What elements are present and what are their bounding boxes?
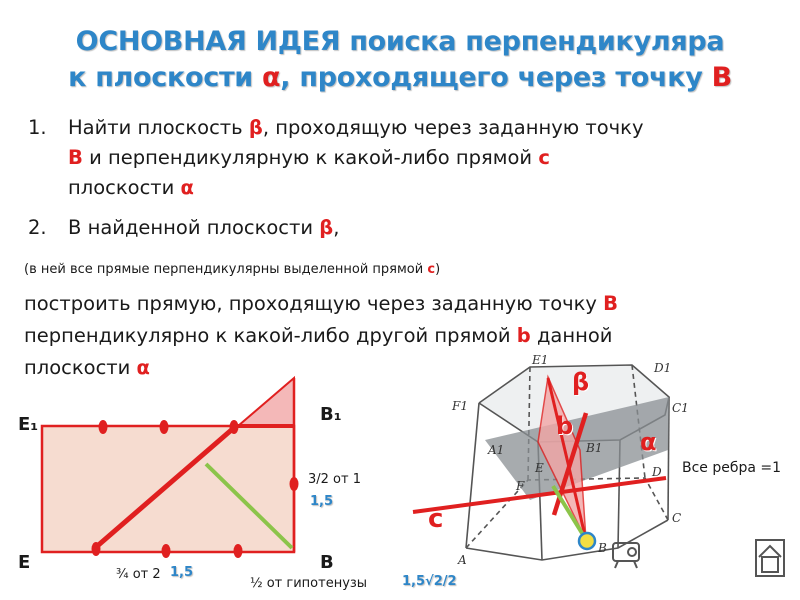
- vertex-D: D: [652, 465, 662, 479]
- paren-text-b: ): [435, 262, 441, 277]
- label-E: E: [18, 552, 31, 573]
- vertex-E1: E1: [532, 353, 549, 367]
- alpha-label: α: [640, 428, 657, 456]
- home-icon[interactable]: [756, 540, 784, 576]
- side-ratio-note: 3/2 от 1: [308, 472, 361, 487]
- all-edges-note: Все ребра =1: [682, 460, 782, 476]
- hypotenuse-value: 1,5√2/2: [402, 574, 457, 589]
- c-label: c: [428, 504, 444, 534]
- vertex-C1: C1: [672, 401, 689, 415]
- beta-label: β: [572, 368, 590, 396]
- s1-text-a: Найти плоскость: [68, 116, 249, 139]
- p3-text-a: построить прямую, проходящую через заданную точку: [24, 292, 604, 315]
- p3-text-b: перпендикулярно к какой-либо другой прямой: [24, 324, 517, 347]
- vertex-B1: B1: [586, 441, 603, 455]
- p3-text-c: данной: [530, 324, 613, 347]
- p3-text-d: плоскости: [24, 356, 137, 379]
- paren-text-a: (в ней все прямые перпендикулярны выделенной прямой: [24, 262, 428, 277]
- b-label: b: [556, 412, 574, 440]
- p3-line-b: b: [516, 324, 531, 347]
- bottom-ratio-value: 1,5: [170, 565, 194, 580]
- bottom-ratio-note: ¾ от 2: [116, 567, 161, 582]
- vertex-A: A: [458, 553, 467, 567]
- projector-icon[interactable]: [613, 543, 639, 568]
- vertex-F: F: [516, 479, 525, 493]
- s1-text-d: плоскости: [68, 176, 181, 199]
- s1-line-c: с: [538, 146, 550, 169]
- label-B1: B₁: [320, 404, 342, 425]
- vertex-D1: D1: [654, 361, 672, 375]
- vertex-F1: F1: [452, 399, 468, 413]
- title-text-b: , проходящего через точку: [280, 62, 712, 93]
- title-alpha: α: [262, 62, 281, 93]
- label-B: B: [320, 552, 334, 573]
- s1-beta: β: [248, 116, 263, 139]
- s1-text-c: и перпендикулярную к какой-либо прямой: [82, 146, 539, 169]
- title-text-a: к плоскости: [68, 62, 263, 93]
- s2-beta: β: [319, 216, 334, 239]
- p3-alpha: α: [136, 356, 150, 379]
- title-line-1: ОСНОВНАЯ ИДЕЯ поиска перпендикуляра: [75, 26, 725, 57]
- paren-line-c: с: [427, 262, 436, 277]
- title-point-B: B: [711, 62, 732, 93]
- step-2-number: 2.: [28, 216, 47, 239]
- point-B-marker: [579, 533, 595, 549]
- s1-point-B: B: [68, 146, 83, 169]
- vertex-B: B: [598, 541, 607, 555]
- s1-text-b: , проходящую через заданную точку: [262, 116, 644, 139]
- s2-text-b: ,: [333, 216, 340, 239]
- hypotenuse-note: ½ от гипотенузы: [250, 576, 368, 591]
- label-E1: E₁: [18, 414, 39, 435]
- vertex-C: C: [672, 511, 682, 525]
- side-ratio-value: 1,5: [310, 494, 334, 509]
- vertex-A1: A1: [488, 443, 505, 457]
- s2-text-a: В найденной плоскости: [68, 216, 320, 239]
- p3-point-B: B: [603, 292, 619, 315]
- vertex-E: E: [535, 461, 544, 475]
- step-1-number: 1.: [28, 116, 47, 139]
- s1-alpha: α: [180, 176, 194, 199]
